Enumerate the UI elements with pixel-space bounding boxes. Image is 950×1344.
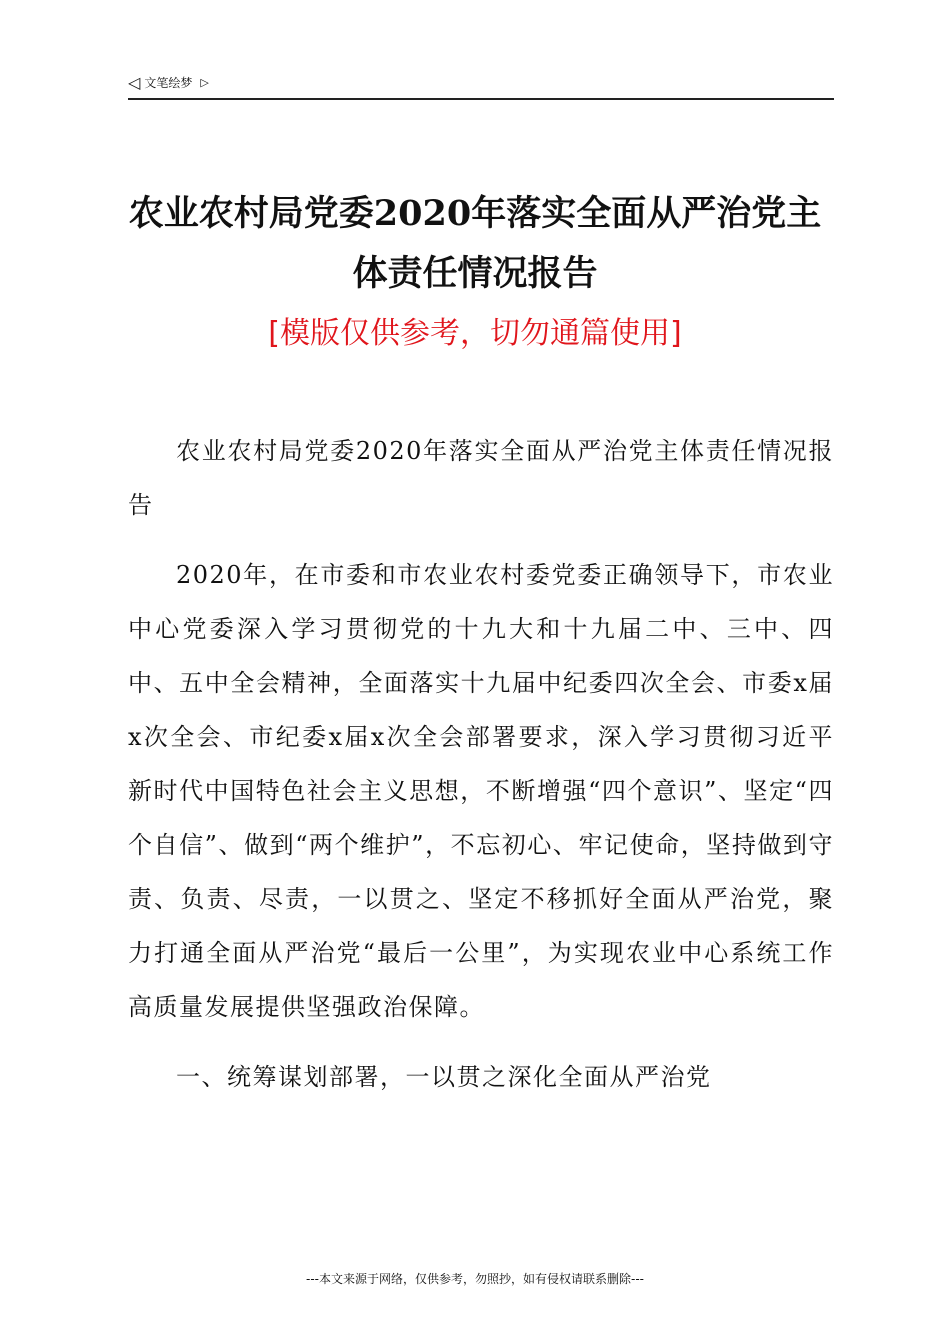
brand-name: 文笔绘梦 — [144, 76, 193, 90]
template-notice: [模版仅供参考，切勿通篇使用] — [268, 316, 682, 351]
triangle-right-icon: ▷ — [200, 76, 209, 89]
section-heading: 一、统筹谋划部署，一以贯之深化全面从严治党 — [176, 1063, 712, 1091]
document-body — [128, 424, 834, 1120]
paragraph: 农业农村局党委2020年落实全面从严治党主体责任情况报告 — [128, 437, 834, 519]
page-footer: ---本文来源于网络，仅供参考，勿照抄，如有侵权请联系删除--- — [306, 1272, 644, 1286]
document-title: 农业农村局党委2020年落实全面从严治党主体责任情况报告 — [128, 193, 822, 294]
page-header — [128, 72, 834, 100]
paragraph: 2020年，在市委和市农业农村委党委正确领导下，市农业中心党委深入学习贯彻党的十九大和十九届二中、三中、四中、五中全会精神，全面落实十九届中纪委四次全会、市委x届x次全会、市纪委x届x次全会部署要求，深入学习贯彻习近平新时代中国特色社会主义思想，不断增强“四个意识”、坚定“四个自信”、做到“两个维护”，不忘初心、牢记使命，坚持做到守责、负责、尽责，一以贯之、坚定不移抓好全面从严治党，聚力打通全面从严治党“最后一公里”，为实现农业中心系统工作高质量发展提供坚强政治保障。 — [128, 561, 834, 1021]
brand — [128, 74, 209, 91]
triangle-left-icon: ◁ — [128, 72, 141, 92]
